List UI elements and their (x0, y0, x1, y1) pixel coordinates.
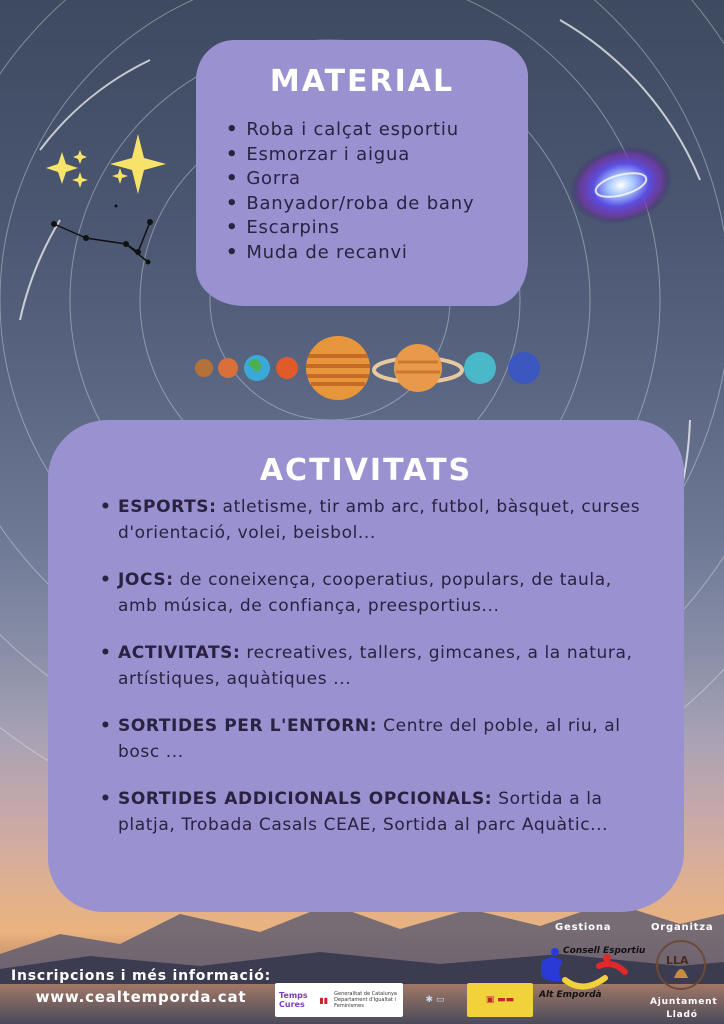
activitat-label: ESPORTS: (118, 497, 217, 517)
material-item: • Banyador/roba de bany (226, 192, 474, 217)
constellation-icon (46, 200, 166, 270)
mars-icon (276, 357, 298, 379)
activitat-item (98, 713, 646, 765)
saturn-icon (374, 344, 462, 392)
generalitat-text: Generalitat de Catalunya Departament d'Igualtat i Feminismes (334, 991, 397, 1009)
consell-esportiu-logo (535, 940, 646, 1002)
jupiter-icon (306, 336, 370, 400)
sparkles-icon (40, 130, 170, 200)
galaxy-icon (566, 140, 676, 230)
material-list (226, 118, 474, 266)
material-item: • Esmorzar i aigua (226, 143, 474, 168)
eu-stars-icon: ✱ ▭ (425, 995, 445, 1005)
venus-icon (218, 358, 238, 378)
activitat-item (98, 640, 646, 692)
ajuntament-llado-logo (654, 938, 708, 992)
material-item: • Escarpins (226, 216, 474, 241)
temps-cures-logo (275, 983, 403, 1017)
lla-logo-text: LLA (666, 954, 689, 967)
neptune-icon (508, 352, 540, 384)
spain-crest-icon: ▣ ▬▬ (485, 995, 515, 1005)
gobierno-espana-logo (467, 983, 533, 1017)
activitat-text: atletisme, tir amb arc, futbol, bàsquet, curses d'orientació, volei, beisbol... (118, 497, 641, 543)
activitat-label: SORTIDES PER L'ENTORN: (118, 716, 378, 736)
ajuntament-caption: Ajuntament Lladó (650, 997, 718, 1020)
activitat-item (98, 786, 646, 838)
sponsor-logos (275, 982, 533, 1018)
organitza-caption: Organitza (651, 922, 714, 933)
activitat-label: JOCS: (118, 570, 174, 590)
temps-cures-text: Temps Cures (279, 991, 308, 1009)
activitat-text: Centre del poble, al riu, al bosc ... (118, 716, 621, 762)
activitats-list (98, 494, 646, 859)
generalitat-flag-icon: ▮▮ (319, 995, 329, 1005)
uranus-icon (464, 352, 496, 384)
activitats-title: ACTIVITATS (259, 453, 473, 488)
activitat-text: Sortida a la platja, Trobada Casals CEAE, Sortida al parc Aquàtic... (118, 789, 609, 835)
material-item: • Muda de recanvi (226, 241, 474, 266)
mercury-icon (195, 359, 213, 377)
footer-info-text: Inscripcions i més informació: (10, 968, 272, 984)
activitat-text: recreatives, tallers, gimcanes, a la natura, artístiques, aquàtiques ... (118, 643, 633, 689)
material-item: • Gorra (226, 167, 474, 192)
ministerio-logo-small (411, 983, 459, 1017)
gestiona-caption: Gestiona (555, 922, 612, 933)
planets-row (190, 332, 550, 402)
ceae-top-text: Consell Esportiu (563, 946, 646, 956)
activitat-text: de coneixença, cooperatius, populars, de taula, amb música, de confiança, preesportius... (118, 570, 612, 616)
activitat-label: SORTIDES ADDICIONALS OPCIONALS: (118, 789, 493, 809)
activitat-label: ACTIVITATS: (118, 643, 241, 663)
activitat-item (98, 494, 646, 546)
footer-website-link[interactable]: www.cealtemporda.cat (35, 988, 247, 1006)
material-item: • Roba i calçat esportiu (226, 118, 474, 143)
material-title: MATERIAL (269, 64, 455, 99)
ceae-bottom-text: Alt Empordà (539, 990, 602, 1000)
activitat-item (98, 567, 646, 619)
